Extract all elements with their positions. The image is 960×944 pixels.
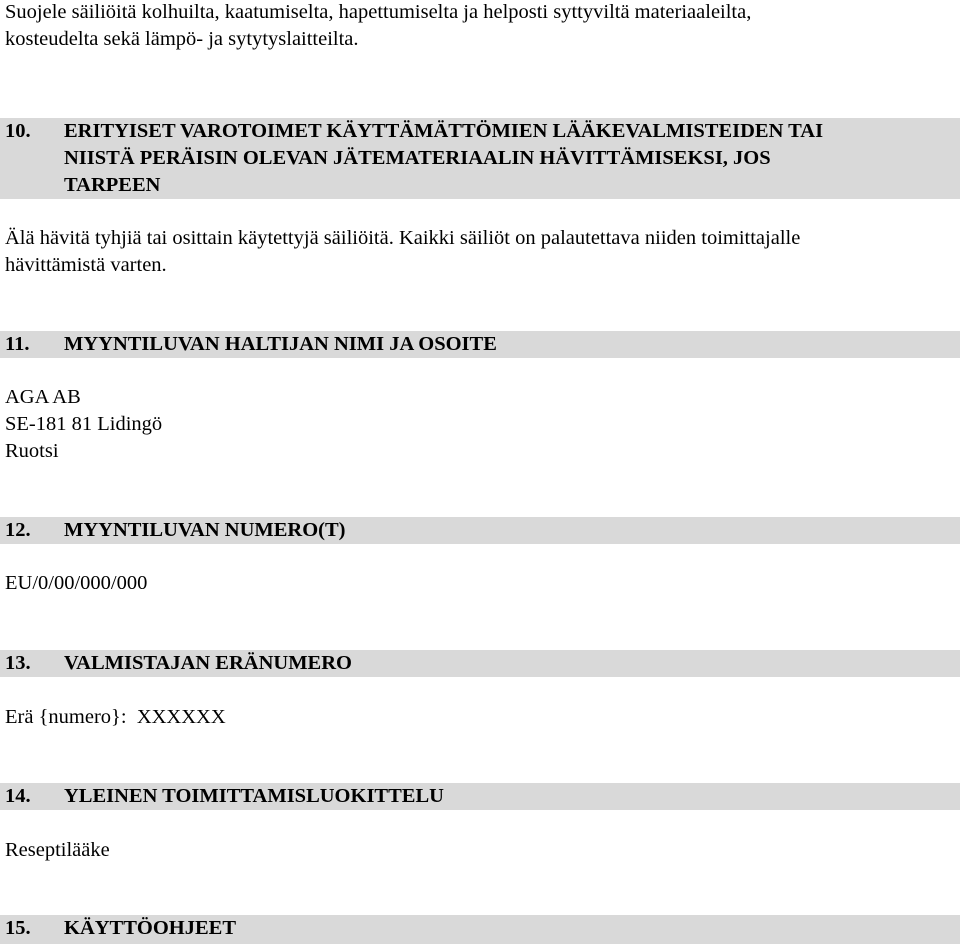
section-number: 14.	[5, 785, 31, 807]
section-10-heading	[0, 118, 960, 199]
classification-value: Reseptilääke	[5, 839, 110, 861]
section-11-heading	[0, 331, 960, 358]
section-title-line: NIISTÄ PERÄISIN OLEVAN JÄTEMATERIAALIN HÄVITTÄMISEKSI, JOS	[64, 147, 771, 169]
section-title-line: TARPEEN	[64, 174, 161, 196]
section-number: 15.	[5, 917, 31, 939]
section-number: 13.	[5, 652, 31, 674]
section-10-body	[5, 225, 955, 279]
section-title-line: ERITYISET VAROTOIMET KÄYTTÄMÄTTÖMIEN LÄÄKEVALMISTEIDEN TAI	[64, 120, 824, 142]
batch-number: Erä {numero}: XXXXXX	[5, 706, 226, 728]
text-line: Suojele säiliöitä kolhuilta, kaatumiselta, hapettumiselta ja helposti syttyviltä materiaaleilta,	[5, 1, 752, 23]
text-line: hävittämistä varten.	[5, 254, 167, 276]
section-12-heading	[0, 517, 960, 544]
section-13-body	[5, 704, 955, 731]
storage-instructions-paragraph	[5, 0, 955, 53]
authorisation-number: EU/0/00/000/000	[5, 572, 148, 594]
holder-country: Ruotsi	[5, 440, 59, 462]
section-title: YLEINEN TOIMITTAMISLUOKITTELU	[64, 785, 444, 807]
section-title: MYYNTILUVAN HALTIJAN NIMI JA OSOITE	[64, 333, 497, 355]
section-13-heading	[0, 650, 960, 677]
holder-name: AGA AB	[5, 386, 81, 408]
section-14-body	[5, 837, 955, 864]
section-number: 12.	[5, 519, 31, 541]
text-line: kosteudelta sekä lämpö- ja sytytyslaitteilta.	[5, 28, 359, 50]
text-line: Älä hävitä tyhjiä tai osittain käytettyjä säiliöitä. Kaikki säiliöt on palautettava niiden toimittajalle	[5, 227, 801, 249]
section-title: MYYNTILUVAN NUMERO(T)	[64, 519, 346, 541]
section-title: VALMISTAJAN ERÄNUMERO	[64, 652, 352, 674]
section-12-body	[5, 570, 955, 597]
section-11-body	[5, 384, 955, 465]
section-number: 10.	[5, 120, 31, 142]
section-14-heading	[0, 783, 960, 810]
holder-address: SE-181 81 Lidingö	[5, 413, 163, 435]
section-title: KÄYTTÖOHJEET	[64, 917, 237, 939]
section-number: 11.	[5, 333, 30, 355]
section-15-heading	[0, 915, 960, 944]
